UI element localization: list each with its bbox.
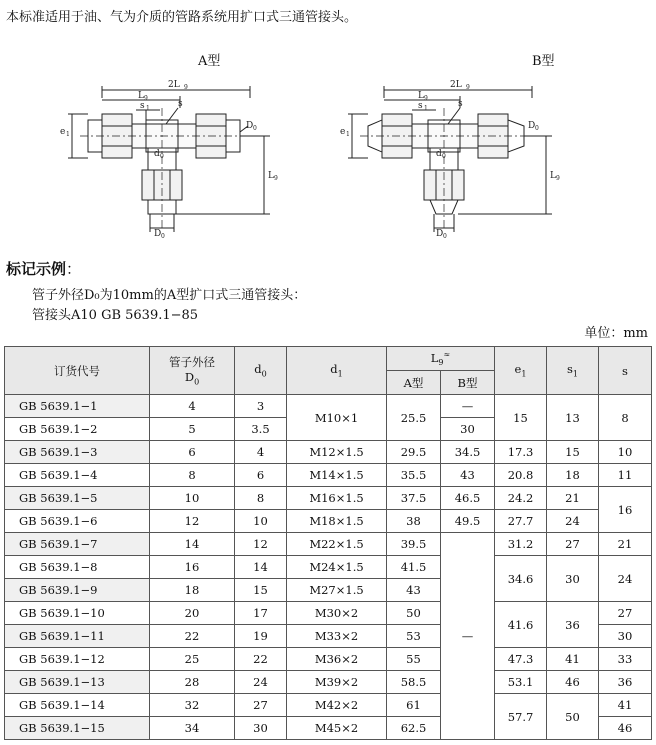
- cell-l9-b: —: [441, 533, 495, 740]
- cell-l9-a: 41.5: [387, 556, 441, 579]
- cell-l9-a: 39.5: [387, 533, 441, 556]
- cell-e1: 24.2: [495, 487, 547, 510]
- cell-code: GB 5639.1−12: [5, 648, 150, 671]
- cell-l9-b: 46.5: [441, 487, 495, 510]
- svg-text:L: L: [268, 171, 274, 181]
- header-outer-dia: 管子外径 $D_0$: [150, 347, 235, 395]
- cell-l9-a: 43: [387, 579, 441, 602]
- cell-s1: 21: [547, 487, 599, 510]
- cell-outer-dia: 6: [150, 441, 235, 464]
- marking-example-title-colon: ：: [66, 260, 82, 278]
- table-row: [5, 694, 652, 717]
- table-row: [5, 487, 652, 510]
- cell-e1: 31.2: [495, 533, 547, 556]
- svg-text:1: 1: [66, 131, 70, 138]
- cell-e1: 41.6: [495, 602, 547, 648]
- cell-code: GB 5639.1−14: [5, 694, 150, 717]
- cell-code: GB 5639.1−15: [5, 717, 150, 740]
- cell-l9-a: 62.5: [387, 717, 441, 740]
- svg-text:0: 0: [442, 153, 446, 160]
- cell-e1: 34.6: [495, 556, 547, 602]
- svg-text:0: 0: [161, 233, 165, 238]
- cell-code: GB 5639.1−1: [5, 395, 150, 418]
- svg-text:0: 0: [253, 125, 257, 132]
- cell-s: 24: [599, 556, 652, 602]
- cell-d1: M30×2: [287, 602, 387, 625]
- cell-outer-dia: 14: [150, 533, 235, 556]
- cell-outer-dia: 12: [150, 510, 235, 533]
- header-d0: $d_0$: [235, 347, 287, 395]
- cell-d0: 27: [235, 694, 287, 717]
- example-line-2: 管接头A10 GB 5639.1−85: [32, 308, 199, 323]
- cell-e1: 57.7: [495, 694, 547, 740]
- svg-text:9: 9: [556, 175, 560, 182]
- cell-d1: M39×2: [287, 671, 387, 694]
- cell-l9-a: 53: [387, 625, 441, 648]
- cell-d1: M10×1: [287, 395, 387, 441]
- svg-text:2L: 2L: [168, 80, 180, 90]
- cell-s: 41: [599, 694, 652, 717]
- header-l9-b: B型: [441, 371, 495, 395]
- header-outer-dia-sym: D: [184, 370, 195, 385]
- example-line-1: 管子外径D₀为10mm的A型扩口式三通管接头：: [32, 288, 307, 303]
- cell-e1: 27.7: [495, 510, 547, 533]
- svg-text:L: L: [138, 91, 144, 101]
- header-d1: $d_1$: [287, 347, 387, 395]
- cell-s1: 36: [547, 602, 599, 648]
- figure-b-drawing: [332, 68, 572, 238]
- cell-l9-a: 61: [387, 694, 441, 717]
- svg-text:L: L: [418, 91, 424, 101]
- header-l9-suffix: ≈: [443, 349, 451, 359]
- table-row: [5, 441, 652, 464]
- cell-d0: 6: [235, 464, 287, 487]
- svg-text:1: 1: [146, 105, 150, 112]
- cell-l9-b: 34.5: [441, 441, 495, 464]
- cell-code: GB 5639.1−5: [5, 487, 150, 510]
- header-s1: $s_1$: [547, 347, 599, 395]
- cell-d1: M16×1.5: [287, 487, 387, 510]
- cell-s: 10: [599, 441, 652, 464]
- cell-d0: 15: [235, 579, 287, 602]
- svg-text:2L: 2L: [450, 80, 462, 90]
- cell-l9-a: 58.5: [387, 671, 441, 694]
- table-row: [5, 602, 652, 625]
- cell-d1: M12×1.5: [287, 441, 387, 464]
- table-row: [5, 671, 652, 694]
- cell-s: 11: [599, 464, 652, 487]
- cell-outer-dia: 4: [150, 395, 235, 418]
- svg-text:D: D: [436, 229, 444, 238]
- svg-text:1: 1: [424, 105, 428, 112]
- table-row: [5, 395, 652, 418]
- header-e1-text: e: [514, 362, 522, 377]
- cell-s1: 18: [547, 464, 599, 487]
- table-row: [5, 510, 652, 533]
- cell-s: 46: [599, 717, 652, 740]
- cell-d0: 17: [235, 602, 287, 625]
- cell-d1: M36×2: [287, 648, 387, 671]
- svg-text:0: 0: [535, 125, 539, 132]
- intro-text: 本标准适用于油、气为介质的管路系统用扩口式三通管接头。: [6, 10, 358, 25]
- cell-code: GB 5639.1−13: [5, 671, 150, 694]
- table-row: [5, 648, 652, 671]
- cell-d0: 14: [235, 556, 287, 579]
- cell-outer-dia: 10: [150, 487, 235, 510]
- cell-code: GB 5639.1−9: [5, 579, 150, 602]
- cell-l9-b: 49.5: [441, 510, 495, 533]
- svg-text:s: s: [140, 101, 145, 111]
- figure-a-drawing: [50, 68, 290, 238]
- cell-code: GB 5639.1−3: [5, 441, 150, 464]
- svg-text:L: L: [550, 171, 556, 181]
- cell-d0: 10: [235, 510, 287, 533]
- header-l9: $L_9^\approx$: [387, 347, 495, 371]
- cell-outer-dia: 28: [150, 671, 235, 694]
- svg-text:0: 0: [160, 153, 164, 160]
- svg-text:9: 9: [424, 95, 428, 102]
- cell-l9-b: 30: [441, 418, 495, 441]
- cell-l9-a: 37.5: [387, 487, 441, 510]
- table-row: [5, 556, 652, 579]
- cell-e1: 15: [495, 395, 547, 441]
- cell-d0: 22: [235, 648, 287, 671]
- cell-s1: 41: [547, 648, 599, 671]
- cell-s1: 15: [547, 441, 599, 464]
- cell-s: 21: [599, 533, 652, 556]
- cell-outer-dia: 25: [150, 648, 235, 671]
- cell-e1: 20.8: [495, 464, 547, 487]
- header-l9-a: A型: [387, 371, 441, 395]
- header-d0-text: d: [254, 362, 262, 377]
- cell-l9-b: —: [441, 395, 495, 418]
- cell-outer-dia: 16: [150, 556, 235, 579]
- cell-d0: 3.5: [235, 418, 287, 441]
- cell-outer-dia: 5: [150, 418, 235, 441]
- cell-l9-b: 43: [441, 464, 495, 487]
- cell-l9-a: 55: [387, 648, 441, 671]
- figure-a-label: A型: [198, 54, 221, 69]
- cell-s1: 24: [547, 510, 599, 533]
- cell-l9-a: 29.5: [387, 441, 441, 464]
- figure-b-label: B型: [532, 54, 555, 69]
- svg-text:9: 9: [184, 84, 188, 91]
- cell-outer-dia: 20: [150, 602, 235, 625]
- svg-text:9: 9: [466, 84, 470, 91]
- header-s-text: s: [622, 363, 628, 378]
- cell-code: GB 5639.1−4: [5, 464, 150, 487]
- svg-text:e: e: [60, 127, 66, 137]
- cell-s1: 30: [547, 556, 599, 602]
- cell-code: GB 5639.1−6: [5, 510, 150, 533]
- cell-code: GB 5639.1−10: [5, 602, 150, 625]
- cell-s: 16: [599, 487, 652, 533]
- svg-text:d: d: [436, 149, 442, 159]
- spec-table: [4, 346, 652, 740]
- cell-l9-a: 35.5: [387, 464, 441, 487]
- cell-e1: 17.3: [495, 441, 547, 464]
- cell-d1: M45×2: [287, 717, 387, 740]
- cell-d0: 8: [235, 487, 287, 510]
- cell-code: GB 5639.1−7: [5, 533, 150, 556]
- cell-d0: 30: [235, 717, 287, 740]
- svg-text:9: 9: [144, 95, 148, 102]
- svg-text:D: D: [528, 121, 536, 131]
- cell-e1: 53.1: [495, 671, 547, 694]
- cell-l9-a: 50: [387, 602, 441, 625]
- cell-d1: M27×1.5: [287, 579, 387, 602]
- header-s: [599, 347, 652, 395]
- cell-l9-a: 38: [387, 510, 441, 533]
- cell-s1: 46: [547, 671, 599, 694]
- svg-text:d: d: [154, 149, 160, 159]
- cell-outer-dia: 18: [150, 579, 235, 602]
- svg-text:D: D: [246, 121, 254, 131]
- cell-d0: 12: [235, 533, 287, 556]
- cell-outer-dia: 22: [150, 625, 235, 648]
- cell-l9-a: 25.5: [387, 395, 441, 441]
- cell-d0: 4: [235, 441, 287, 464]
- marking-example-title: [6, 258, 81, 279]
- cell-s1: 50: [547, 694, 599, 740]
- cell-d1: M24×1.5: [287, 556, 387, 579]
- header-code-text: 订货代号: [54, 363, 100, 378]
- cell-code: GB 5639.1−8: [5, 556, 150, 579]
- header-code: [5, 347, 150, 395]
- svg-text:D: D: [154, 229, 162, 238]
- cell-s: 33: [599, 648, 652, 671]
- cell-s: 36: [599, 671, 652, 694]
- cell-d1: M33×2: [287, 625, 387, 648]
- cell-s1: 27: [547, 533, 599, 556]
- marking-example-title-text: 标记示例: [6, 260, 67, 278]
- cell-d0: 3: [235, 395, 287, 418]
- cell-e1: 47.3: [495, 648, 547, 671]
- table-row: [5, 464, 652, 487]
- cell-d1: M18×1.5: [287, 510, 387, 533]
- table-row: [5, 533, 652, 556]
- svg-text:e: e: [340, 127, 346, 137]
- cell-outer-dia: 34: [150, 717, 235, 740]
- header-e1: $e_1$: [495, 347, 547, 395]
- header-l9-text: L: [430, 350, 439, 365]
- cell-s: 27: [599, 602, 652, 625]
- header-s1-text: s: [567, 362, 573, 377]
- svg-text:0: 0: [443, 233, 447, 238]
- header-d1-text: d: [330, 362, 338, 377]
- cell-d0: 24: [235, 671, 287, 694]
- cell-outer-dia: 32: [150, 694, 235, 717]
- svg-text:s: s: [178, 99, 183, 109]
- svg-text:s: s: [458, 99, 463, 109]
- cell-code: GB 5639.1−11: [5, 625, 150, 648]
- svg-text:s: s: [418, 101, 423, 111]
- svg-text:9: 9: [274, 175, 278, 182]
- svg-text:1: 1: [346, 131, 350, 138]
- cell-d1: M22×1.5: [287, 533, 387, 556]
- cell-d1: M42×2: [287, 694, 387, 717]
- cell-s: 8: [599, 395, 652, 441]
- cell-s1: 13: [547, 395, 599, 441]
- cell-d1: M14×1.5: [287, 464, 387, 487]
- unit-label: 单位：mm: [584, 326, 648, 341]
- header-outer-dia-text: 管子外径: [169, 355, 215, 370]
- cell-s: 30: [599, 625, 652, 648]
- cell-code: GB 5639.1−2: [5, 418, 150, 441]
- cell-d0: 19: [235, 625, 287, 648]
- cell-outer-dia: 8: [150, 464, 235, 487]
